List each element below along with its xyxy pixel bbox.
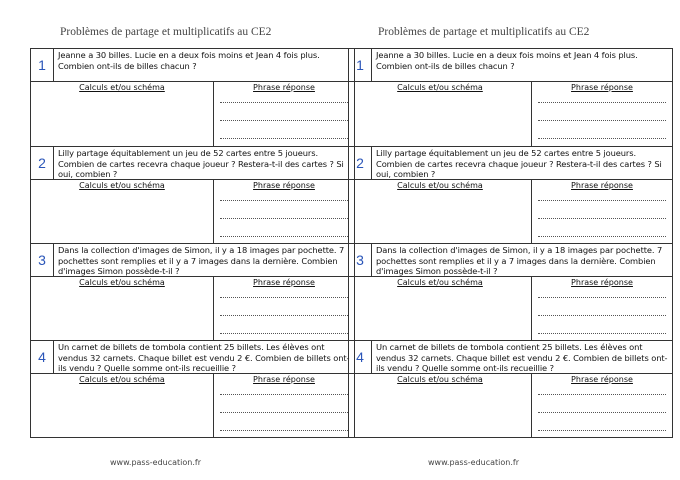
phrase-header: Phrase réponse <box>253 83 315 92</box>
problem-number: 1 <box>31 49 54 81</box>
calc-header: Calculs et/ou schéma <box>79 375 165 384</box>
problem-4 <box>31 340 354 437</box>
problem-number: 4 <box>31 341 54 373</box>
page-title: Problèmes de partage et multiplicatifs au CE2 <box>60 26 272 38</box>
calc-header: Calculs et/ou schéma <box>79 181 165 190</box>
phrase-header: Phrase réponse <box>571 83 633 92</box>
answer-line <box>538 200 666 201</box>
worksheet-right <box>348 0 673 480</box>
answer-line <box>538 394 666 395</box>
answer-line <box>220 138 348 139</box>
calc-box <box>349 180 532 243</box>
problem-1 <box>349 49 672 146</box>
calc-header: Calculs et/ou schéma <box>397 83 483 92</box>
phrase-box <box>214 180 354 243</box>
answer-area <box>349 277 672 340</box>
problem-text: Un carnet de billets de tombola contient 25 billets. Les élèves ont vendus 32 carnets. Chaque billet est vendu 2 €. Combien de billets ont-ils vendu ? Quelle somme ont-ils recueillie ? <box>58 342 350 374</box>
calc-header: Calculs et/ou schéma <box>397 278 483 287</box>
answer-area <box>349 82 672 146</box>
answer-line <box>538 333 666 334</box>
answer-line <box>538 297 666 298</box>
answer-line <box>538 102 666 103</box>
answer-line <box>538 315 666 316</box>
calc-box <box>349 277 532 340</box>
problem-number: 2 <box>31 147 54 179</box>
page-title: Problèmes de partage et multiplicatifs au CE2 <box>378 26 590 38</box>
problem-statement <box>349 49 672 82</box>
phrase-header: Phrase réponse <box>571 278 633 287</box>
answer-line <box>220 333 348 334</box>
problem-text: Jeanne a 30 billes. Lucie en a deux fois moins et Jean 4 fois plus. Combien ont-ils de billes chacun ? <box>58 50 320 71</box>
calc-header: Calculs et/ou schéma <box>79 278 165 287</box>
problem-statement <box>31 244 354 277</box>
problem-number: 3 <box>31 244 54 276</box>
answer-line <box>220 412 348 413</box>
problem-text: Lilly partage équitablement un jeu de 52 cartes entre 5 joueurs. Combien de cartes recevra chaque joueur ? Restera-t-il des cartes ? Si oui, combien ? <box>376 148 662 180</box>
problem-number: 3 <box>349 244 372 276</box>
problem-3 <box>349 243 672 340</box>
problem-statement <box>349 147 672 180</box>
answer-area <box>31 180 354 243</box>
calc-box <box>349 374 532 437</box>
phrase-box <box>214 374 354 437</box>
problem-number: 2 <box>349 147 372 179</box>
problem-statement <box>31 147 354 180</box>
answer-area <box>31 82 354 146</box>
phrase-header: Phrase réponse <box>253 181 315 190</box>
worksheet-left <box>30 0 355 480</box>
calc-box <box>31 277 214 340</box>
answer-line <box>220 430 348 431</box>
problem-number: 4 <box>349 341 372 373</box>
problem-1 <box>31 49 354 146</box>
problem-text: Lilly partage équitablement un jeu de 52 cartes entre 5 joueurs. Combien de cartes recevra chaque joueur ? Restera-t-il des cartes ? Si oui, combien ? <box>58 148 344 180</box>
calc-box <box>31 82 214 146</box>
answer-line <box>220 120 348 121</box>
phrase-header: Phrase réponse <box>571 181 633 190</box>
answer-area <box>349 374 672 437</box>
problem-4 <box>349 340 672 437</box>
answer-line <box>538 430 666 431</box>
phrase-box <box>214 82 354 146</box>
phrase-box <box>214 277 354 340</box>
phrase-box <box>532 180 672 243</box>
answer-line <box>538 138 666 139</box>
problem-statement <box>349 341 672 374</box>
calc-box <box>31 180 214 243</box>
phrase-header: Phrase réponse <box>253 278 315 287</box>
problem-statement <box>31 49 354 82</box>
phrase-box <box>532 82 672 146</box>
answer-line <box>220 315 348 316</box>
answer-line <box>220 102 348 103</box>
answer-line <box>220 297 348 298</box>
phrase-header: Phrase réponse <box>571 375 633 384</box>
answer-line <box>220 236 348 237</box>
problem-text: Dans la collection d'images de Simon, il y a 18 images par pochette. 7 pochettes sont remplies et il y a 7 images dans la dernière. Combien d'images Simon possède-t-il ? <box>376 245 663 277</box>
footer-url: www.pass-education.fr <box>428 458 519 467</box>
calc-header: Calculs et/ou schéma <box>397 375 483 384</box>
answer-area <box>31 374 354 437</box>
problem-text: Dans la collection d'images de Simon, il y a 18 images par pochette. 7 pochettes sont remplies et il y a 7 images dans la dernière. Combien d'images Simon possède-t-il ? <box>58 245 345 277</box>
calc-header: Calculs et/ou schéma <box>79 83 165 92</box>
footer-url: www.pass-education.fr <box>110 458 201 467</box>
problem-2 <box>349 146 672 243</box>
problem-text: Un carnet de billets de tombola contient 25 billets. Les élèves ont vendus 32 carnets. Chaque billet est vendu 2 €. Combien de billets ont-ils vendu ? Quelle somme ont-ils recueillie ? <box>376 342 668 374</box>
calc-box <box>31 374 214 437</box>
answer-line <box>538 412 666 413</box>
phrase-box <box>532 277 672 340</box>
phrase-header: Phrase réponse <box>253 375 315 384</box>
answer-line <box>220 394 348 395</box>
calc-box <box>349 82 532 146</box>
calc-header: Calculs et/ou schéma <box>397 181 483 190</box>
answer-line <box>538 120 666 121</box>
phrase-box <box>532 374 672 437</box>
answer-line <box>538 218 666 219</box>
answer-line <box>538 236 666 237</box>
answer-area <box>31 277 354 340</box>
problem-2 <box>31 146 354 243</box>
problem-statement <box>31 341 354 374</box>
problem-statement <box>349 244 672 277</box>
problem-text: Jeanne a 30 billes. Lucie en a deux fois moins et Jean 4 fois plus. Combien ont-ils de billes chacun ? <box>376 50 638 71</box>
answer-line <box>220 200 348 201</box>
answer-area <box>349 180 672 243</box>
problem-3 <box>31 243 354 340</box>
problem-table <box>30 48 355 438</box>
answer-line <box>220 218 348 219</box>
problem-number: 1 <box>349 49 372 81</box>
problem-table <box>348 48 673 438</box>
